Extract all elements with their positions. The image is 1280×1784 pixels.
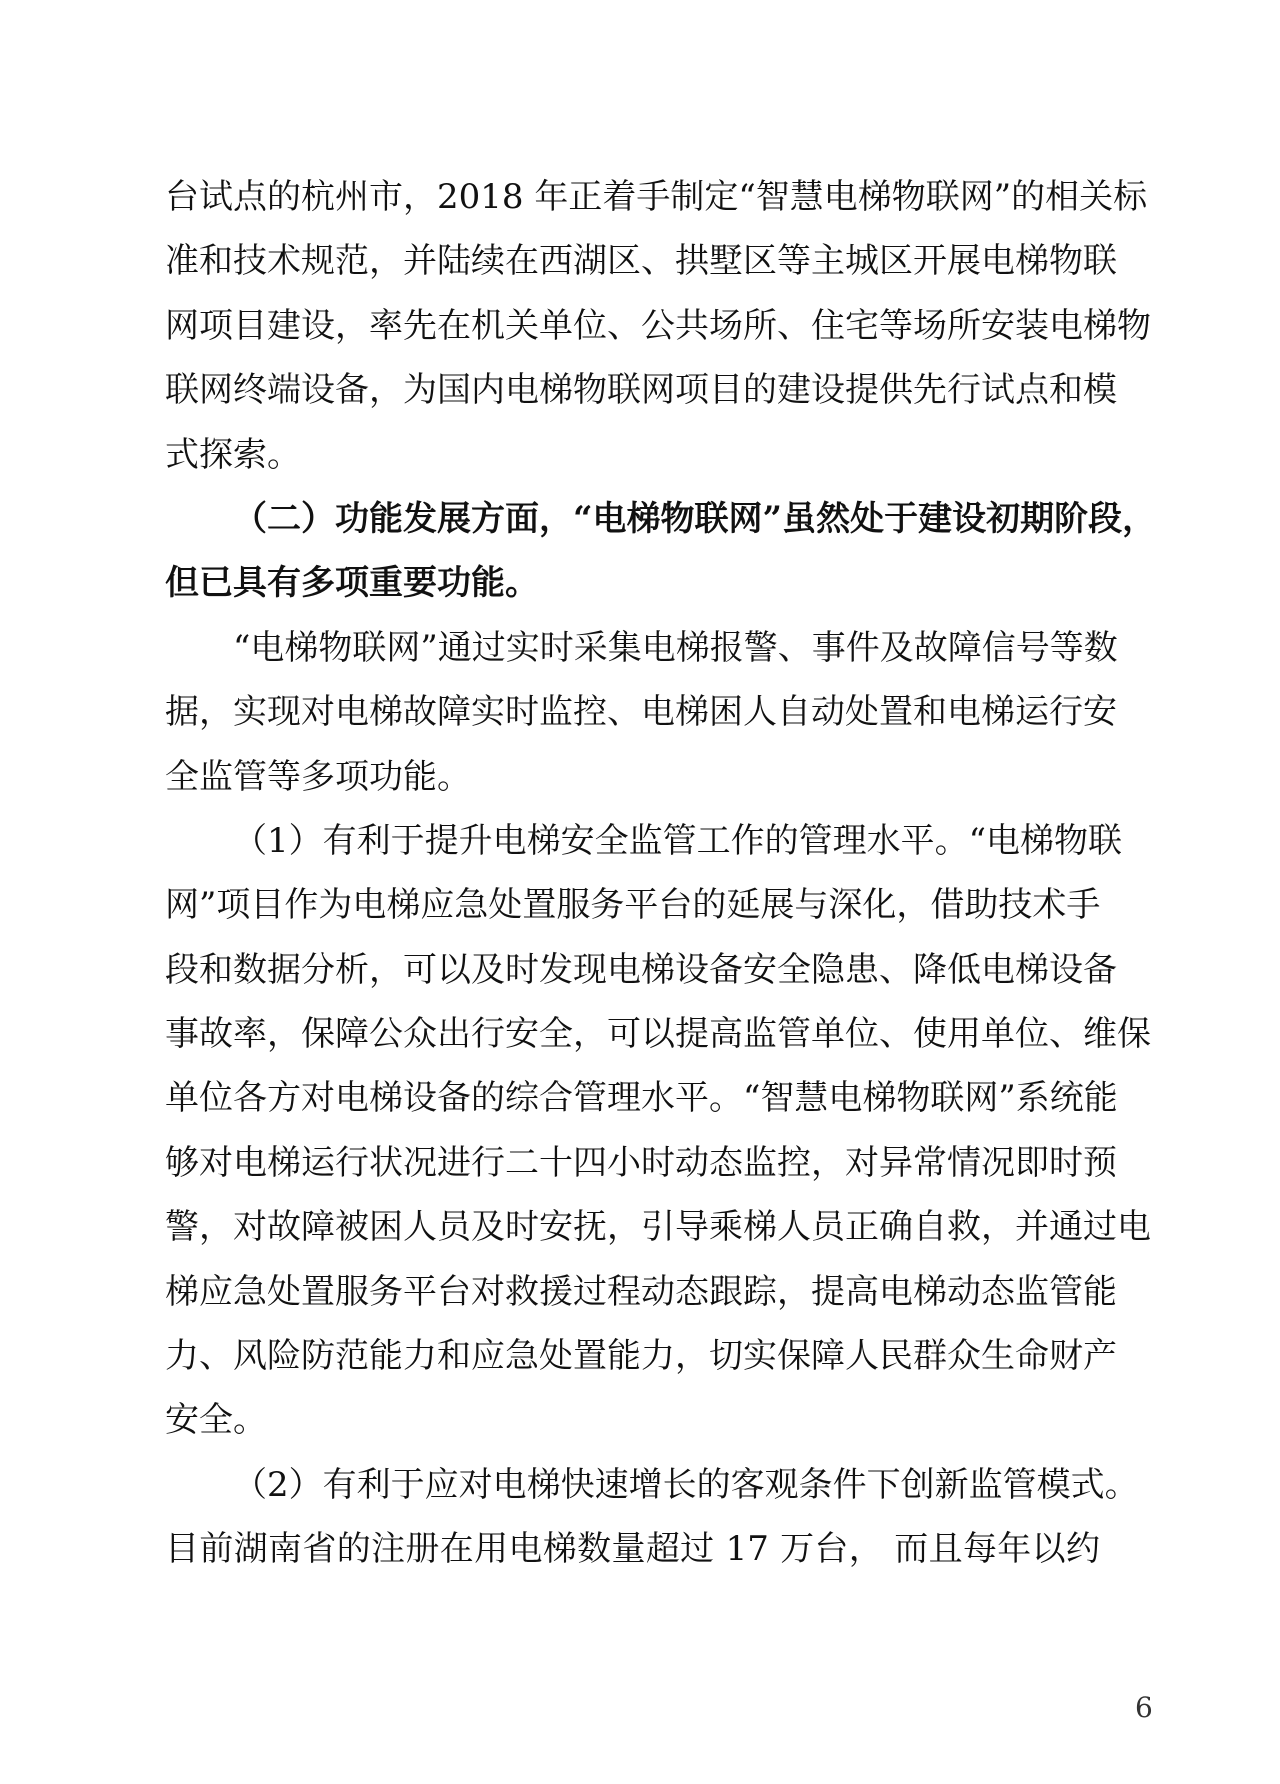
section-heading-continuation: 但已具有多项重要功能。 xyxy=(165,563,539,604)
text-line: 网”项目作为电梯应急处置服务平台的延展与深化，借助技术手 xyxy=(165,885,1101,926)
section-heading: （二）功能发展方面，“电梯物联网”虽然处于建设初期阶段， xyxy=(233,498,1157,539)
text-line: 段和数据分析，可以及时发现电梯设备安全隐患、降低电梯设备 xyxy=(165,949,1117,990)
document-body xyxy=(165,165,1157,1582)
numbered-paragraph-line: （2）有利于应对电梯快速增长的客观条件下创新监管模式。 xyxy=(233,1464,1139,1505)
text-line: 网项目建设，率先在机关单位、公共场所、住宅等场所安装电梯物 xyxy=(165,305,1151,346)
text-line: 梯应急处置服务平台对救援过程动态跟踪，提高电梯动态监管能 xyxy=(165,1271,1117,1312)
text-line: 据，实现对电梯故障实时监控、电梯困人自动处置和电梯运行安 xyxy=(165,692,1117,733)
text-line: 够对电梯运行状况进行二十四小时动态监控，对异常情况即时预 xyxy=(165,1142,1117,1183)
text-line: 台试点的杭州市，2018 年正着手制定“智慧电梯物联网”的相关标 xyxy=(165,177,1148,217)
text-line: “电梯物联网”通过实时采集电梯报警、事件及故障信号等数 xyxy=(233,627,1118,668)
text-line: 式探索。 xyxy=(165,434,301,475)
text-line: 事故率，保障公众出行安全，可以提高监管单位、使用单位、维保 xyxy=(165,1014,1151,1055)
text-line: 全监管等多项功能。 xyxy=(165,756,471,797)
text-line: 单位各方对电梯设备的综合管理水平。“智慧电梯物联网”系统能 xyxy=(165,1078,1118,1119)
text-line: 目前湖南省的注册在用电梯数量超过 17 万台， 而且每年以约 xyxy=(165,1529,1100,1570)
text-line: 警，对故障被困人员及时安抚，引导乘梯人员正确自救，并通过电 xyxy=(165,1207,1151,1248)
text-line: 力、风险防范能力和应急处置能力，切实保障人民群众生命财产 xyxy=(165,1336,1117,1377)
text-line: 准和技术规范，并陆续在西湖区、拱墅区等主城区开展电梯物联 xyxy=(165,241,1117,282)
text-line: 安全。 xyxy=(165,1400,267,1441)
text-line: 联网终端设备，为国内电梯物联网项目的建设提供先行试点和模 xyxy=(165,370,1117,411)
page-number: 6 xyxy=(1135,1691,1153,1724)
numbered-paragraph-line: （1）有利于提升电梯安全监管工作的管理水平。“电梯物联 xyxy=(233,820,1123,861)
